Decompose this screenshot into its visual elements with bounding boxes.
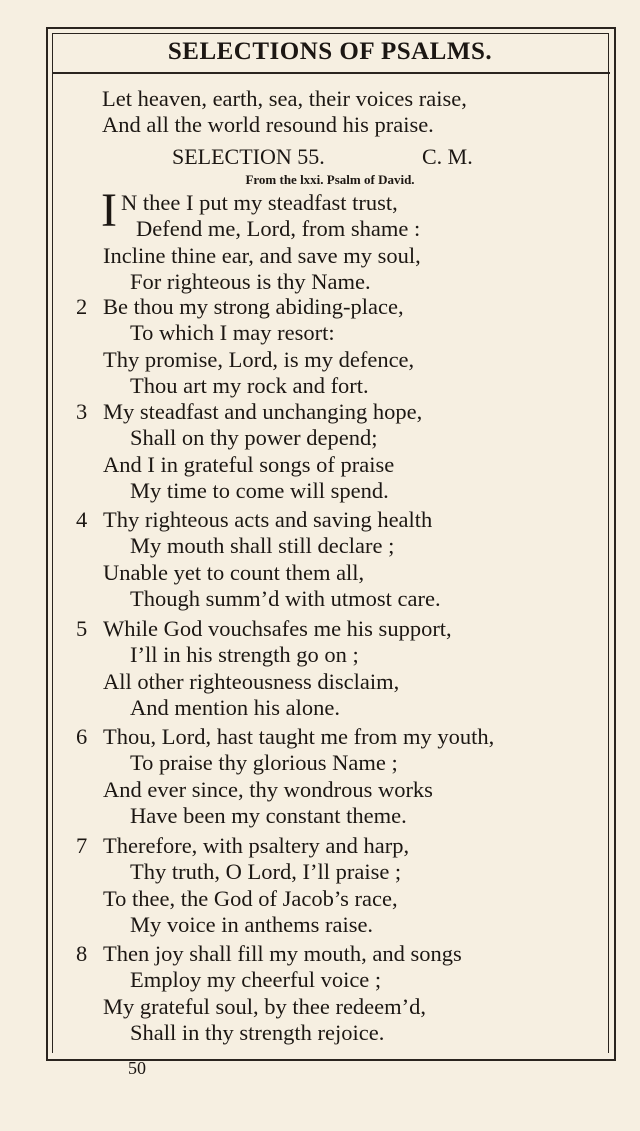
verse-number: 7 (76, 833, 88, 858)
verse-line: Employ my cheerful voice ; (130, 967, 382, 993)
verse-number: 3 (76, 399, 88, 424)
continuation-line: Let heaven, earth, sea, their voices raise, (102, 86, 467, 111)
verse-line: And mention his alone. (130, 694, 340, 720)
frame-inner-right-rule (608, 33, 609, 1053)
verse-line: While God vouchsafes me his support, (103, 616, 452, 641)
verse-line: N thee I put my steadfast trust, (121, 190, 398, 215)
verse-number: 2 (76, 294, 88, 319)
verse-line: Thy promise, Lord, is my defence, (103, 346, 415, 372)
verse-line: My grateful soul, by thee redeem’d, (103, 993, 427, 1019)
verse-line: My mouth shall still declare ; (130, 533, 395, 559)
verse-line: Defend me, Lord, from shame : (136, 216, 421, 242)
selection-meter: C. M. (422, 144, 473, 169)
verse-line: Therefore, with psaltery and harp, (103, 833, 410, 858)
verse-line: Incline thine ear, and save my soul, (103, 242, 421, 268)
verse-number: 4 (76, 507, 88, 532)
verse-line: Shall in thy strength rejoice. (130, 1019, 385, 1045)
verse-line: And ever since, thy wondrous works (103, 776, 433, 802)
verse-line: My voice in anthems raise. (130, 911, 374, 937)
verse-line: Thy truth, O Lord, I’ll praise ; (130, 859, 402, 885)
verse-line: Then joy shall fill my mouth, and songs (103, 941, 462, 966)
verse-line: Have been my constant theme. (130, 802, 407, 828)
verse-line: To praise thy glorious Name ; (130, 750, 398, 776)
verse-line: My steadfast and unchanging hope, (103, 399, 423, 424)
header-rule (52, 72, 610, 74)
verse-line: Though summ’d with utmost care. (130, 585, 441, 611)
selection-title: SELECTION 55. (172, 144, 325, 169)
verse-line: All other righteousness disclaim, (103, 668, 400, 694)
verse-line: Be thou my strong abiding-place, (103, 294, 404, 319)
verse-line: Unable yet to count them all, (103, 559, 365, 585)
selection-source: From the lxxi. Psalm of David. (245, 172, 415, 187)
verse-line: Thy righteous acts and saving health (103, 507, 433, 532)
drop-cap: I (101, 184, 117, 237)
verse-line: Thou art my rock and fort. (130, 372, 369, 398)
verse-line: Thou, Lord, hast taught me from my youth, (103, 724, 495, 749)
verse-line: My time to come will spend. (130, 477, 389, 503)
verse-line: And I in grateful songs of praise (103, 451, 395, 477)
verse-line: For righteous is thy Name. (130, 268, 371, 294)
verse-line: Shall on thy power depend; (130, 425, 378, 451)
verse-line: I’ll in his strength go on ; (130, 642, 359, 668)
verse-line: To which I may resort: (130, 320, 335, 346)
continuation-line: And all the world resound his praise. (102, 112, 434, 137)
page-number: 50 (128, 1058, 146, 1078)
verse-number: 6 (76, 724, 88, 749)
verse-number: 8 (76, 941, 88, 966)
verse-number: 5 (76, 616, 88, 641)
running-header: SELECTIONS OF PSALMS. (167, 38, 493, 65)
verse-line: To thee, the God of Jacob’s race, (103, 885, 398, 911)
